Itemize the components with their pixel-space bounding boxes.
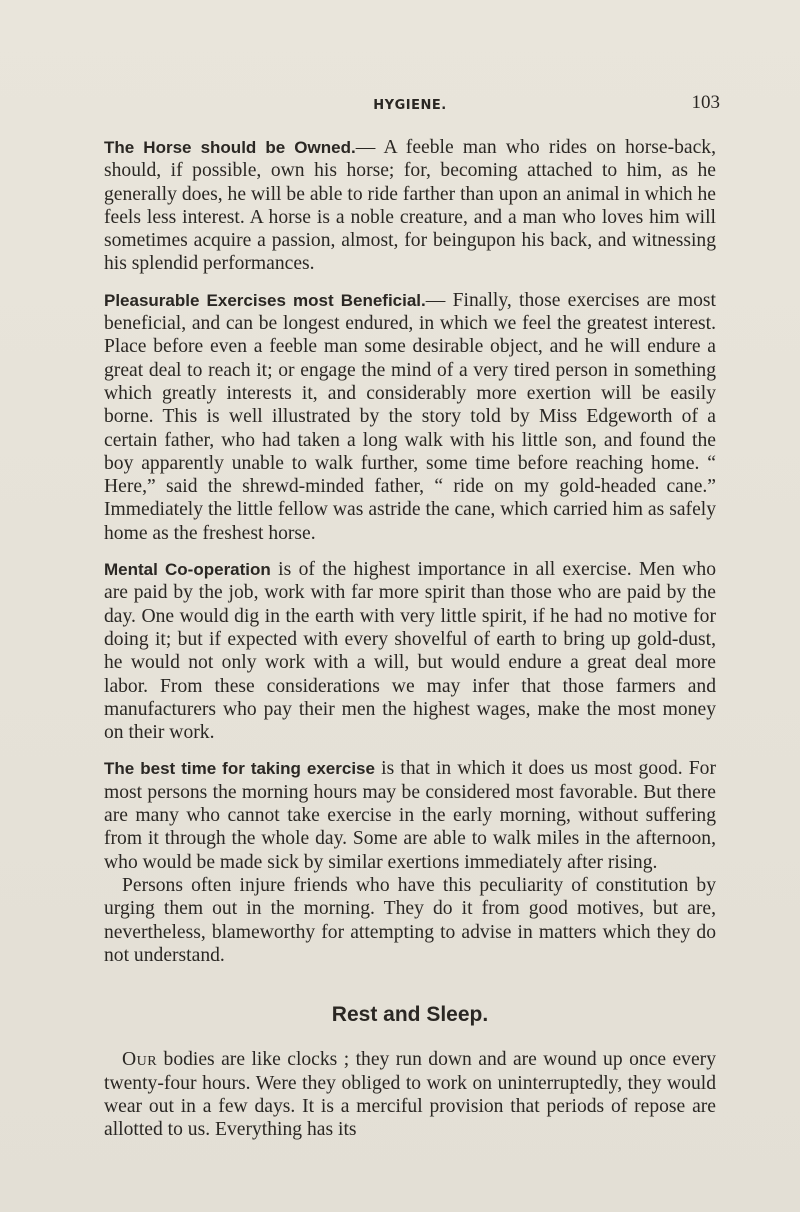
paragraph-pleasurable-exercises [104, 289, 716, 545]
paragraph-text: bodies are like clocks ; they run down and are wound up once every twenty-four hours. Were they obliged to work on uninterruptedly, they would wear out in a few days. It is a merciful provision that periods of repose are allotted to us. Everything has its [104, 1049, 716, 1141]
paragraph-persons-injure [104, 874, 716, 967]
run-in-heading: The Horse should be Owned. [104, 138, 356, 157]
paragraph-mental-cooperation [104, 558, 716, 744]
run-in-heading: Mental Co-operation [104, 560, 271, 580]
paragraph-text: — Finally, those exercises are most beneficial, and can be longest endured, in which we feel the greatest interest. Place before even a feeble man some desirable object, and he will endure a great deal to reach it; or engage the mind of a very tired person in something which greatly interests it, and considerably more exertion will be easily borne. This is well illustrated by the story told by Miss Edgeworth of a certain father, who had taken a long walk with his little son, and found the boy apparently unable to walk further, some time before reaching home. “ Here,” said the shrewd-minded father, “ ride on my gold-headed cane.” Immediately the little fellow was astride the cane, which carried him as safely home as the freshest horse. [104, 289, 716, 544]
body-text [104, 136, 716, 1155]
paragraph-text: is that in which it does us most good. For most persons the morning hours may be considered most favorable. But there are many who cannot take exercise in the early morning, without suffering from it through the whole day. Some are able to walk miles in the afternoon, who would be made sick by similar exertions immediately after rising. [104, 758, 716, 873]
section-title: Rest and Sleep. [331, 1003, 489, 1027]
run-in-heading: Pleasurable Exercises most Beneficial. [104, 290, 426, 310]
run-in-heading: The best time for taking exercise [104, 759, 375, 779]
running-title: HYGIENE. [373, 98, 447, 113]
paragraph-text: Persons often injure friends who have this peculiarity of constitution by urging them out in the morning. They do it from good motives, but are, nevertheless, blameworthy for attempting to advise in matters which they do not understand. [104, 874, 716, 966]
paragraph-best-time [104, 757, 716, 873]
lead-word: Our [122, 1049, 158, 1071]
paragraph-rest-sleep [104, 1048, 716, 1141]
paragraph-horse-owned [104, 136, 716, 276]
paragraph-text: — A feeble man who rides on horse-back, should, if possible, own his horse; for, becoming attached to him, as he generally does, he will be able to ride farther than upon an animal in which he feels less interest. A horse is a noble creature, and a man who loves him will sometimes acquire a passion, almost, for beingupon his back, and witnessing his splendid performances. [104, 137, 716, 275]
running-head [100, 92, 720, 116]
paragraph-text: is of the highest importance in all exercise. Men who are paid by the job, work with far more spirit than those who are paid by the day. One would dig in the earth with very little spirit, if he had no motive for doing it; but if expected with every shovelful of earth to bring up gold-dust, he would not only work with a will, but would endure a great deal more labor. From these considerations we may infer that those farmers and manufacturers who pay their men the highest wages, make the most money on their work. [104, 559, 716, 744]
page-number: 103 [691, 92, 720, 113]
